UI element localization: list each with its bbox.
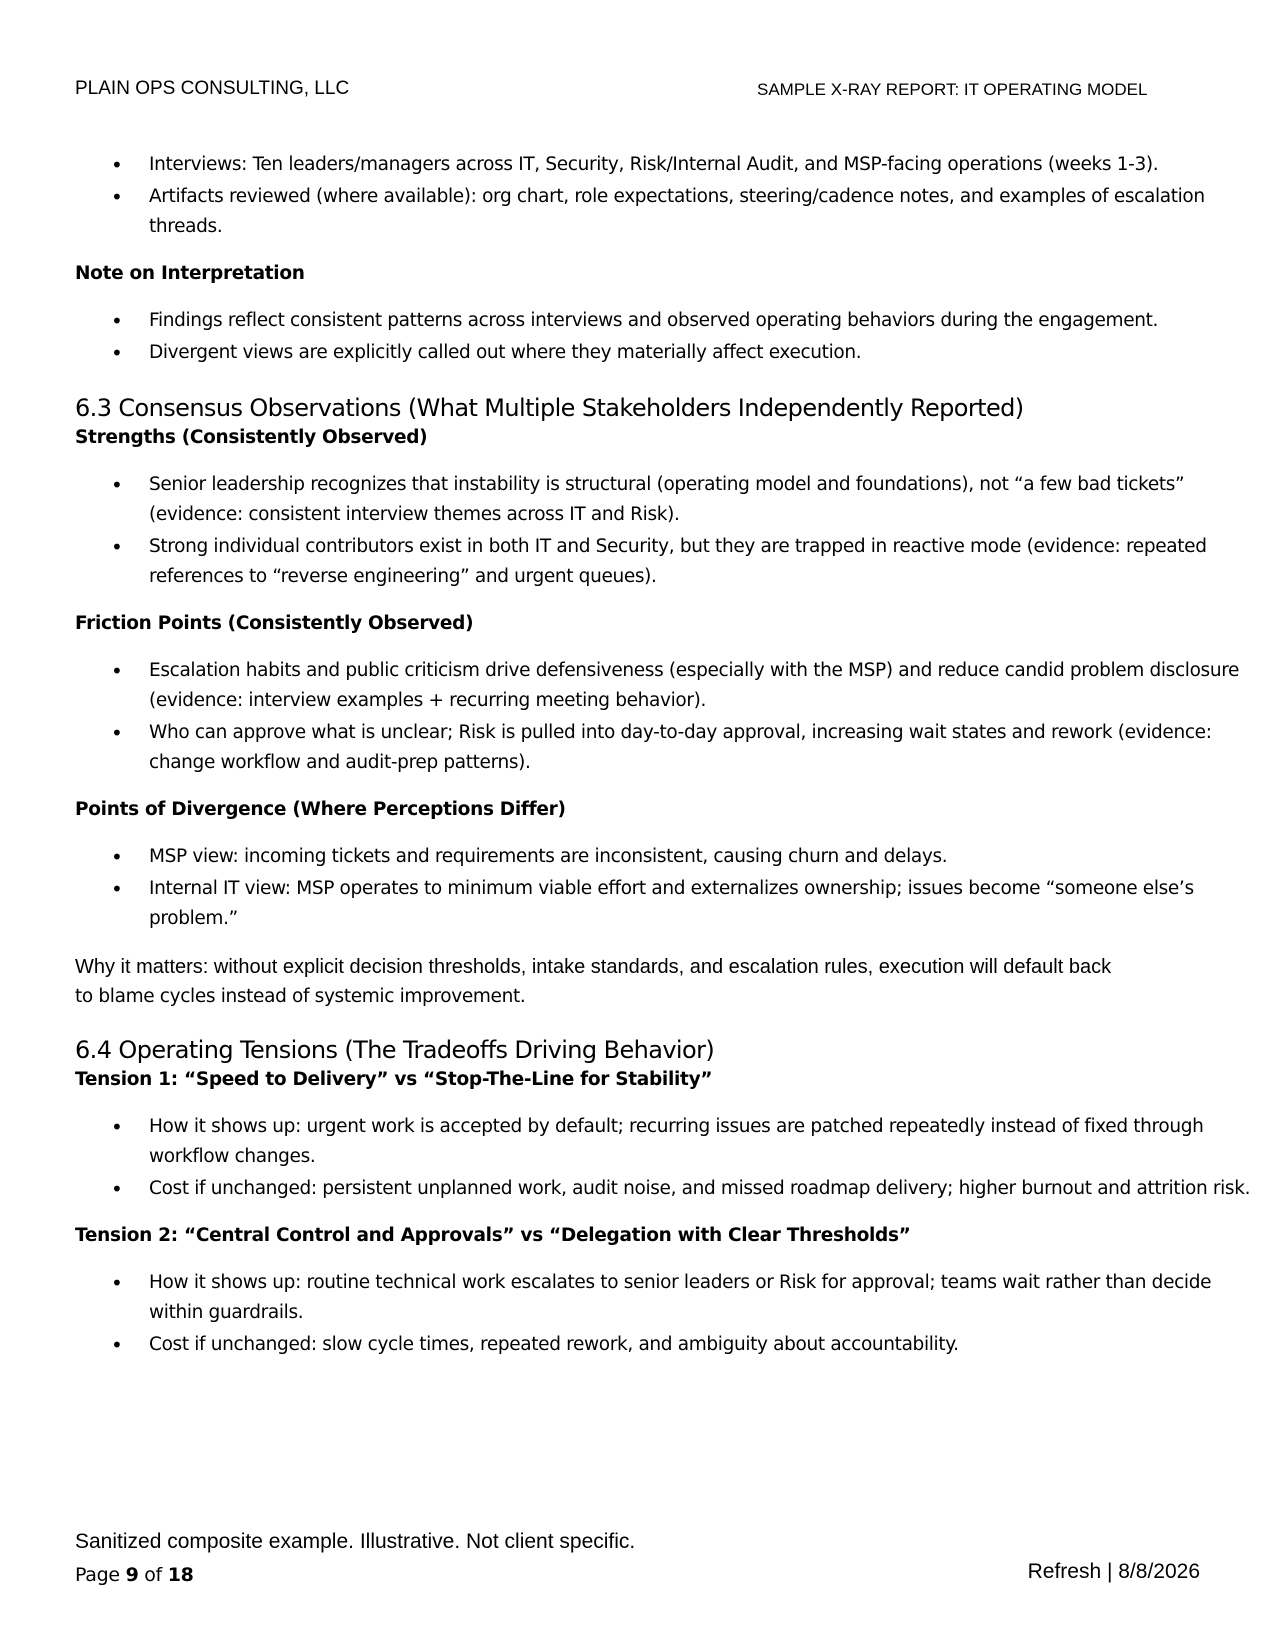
header-report-title: SAMPLE X-RAY REPORT: IT OPERATING MODEL	[757, 80, 1148, 99]
tension-1-bullet-list	[75, 1112, 1255, 1204]
list-item: • Escalation habits and public criticism drive defensiveness (especially with the MSP) and reduce candid problem disclosure (evidence: interview examples + recurring meeting behavior).	[75, 656, 1255, 716]
list-item: • How it shows up: routine technical work escalates to senior leaders or Risk for approval; teams wait rather than decide within guardrails.	[75, 1268, 1255, 1328]
list-item: • Who can approve what is unclear; Risk is pulled into day-to-day approval, increasing wait states and rework (evidence: change workflow and audit-prep patterns).	[75, 718, 1255, 778]
intro-bullet-list	[75, 150, 1255, 242]
section-6-4-title: 6.4 Operating Tensions (The Tradeoffs Driving Behavior)	[75, 1036, 715, 1064]
footer-disclaimer: Sanitized composite example. Illustrative. Not client specific.	[75, 1530, 636, 1553]
list-item: • Divergent views are explicitly called out where they materially affect execution.	[75, 338, 1255, 368]
list-item: • Artifacts reviewed (where available): org chart, role expectations, steering/cadence notes, and examples of escalation threads.	[75, 182, 1255, 242]
tension-1-heading: Tension 1: “Speed to Delivery” vs “Stop-The-Line for Stability”	[75, 1069, 713, 1090]
divergence-bullet-list	[75, 842, 1255, 934]
tension-2-bullet-list	[75, 1268, 1255, 1360]
header-company: PLAIN OPS CONSULTING, LLC	[75, 78, 350, 99]
page-content	[75, 150, 1255, 1362]
strengths-heading: Strengths (Consistently Observed)	[75, 427, 428, 448]
why-it-matters-line-1: Why it matters: without explicit decision thresholds, intake standards, and escalation rules, execution will default back	[75, 956, 1112, 978]
strengths-bullet-list	[75, 470, 1255, 592]
list-item: • Cost if unchanged: slow cycle times, repeated rework, and ambiguity about accountability.	[75, 1330, 1255, 1360]
refresh-date: Refresh | 8/8/2026	[1027, 1560, 1200, 1583]
note-heading: Note on Interpretation	[75, 263, 305, 284]
friction-bullet-list	[75, 656, 1255, 778]
list-item: • Interviews: Ten leaders/managers across IT, Security, Risk/Internal Audit, and MSP-facing operations (weeks 1-3).	[75, 150, 1255, 180]
current-page: 9	[125, 1564, 139, 1586]
friction-heading: Friction Points (Consistently Observed)	[75, 613, 474, 634]
page-number	[75, 1564, 194, 1586]
list-item: • MSP view: incoming tickets and requirements are inconsistent, causing churn and delays.	[75, 842, 1255, 872]
page-label: Page	[75, 1564, 120, 1586]
section-6-3-title: 6.3 Consensus Observations (What Multiple Stakeholders Independently Reported)	[75, 394, 1024, 422]
total-pages: 18	[167, 1564, 194, 1586]
list-item: • Cost if unchanged: persistent unplanned work, audit noise, and missed roadmap delivery; higher burnout and attrition risk.	[75, 1174, 1255, 1204]
why-it-matters-line-2: to blame cycles instead of systemic improvement.	[75, 986, 526, 1007]
list-item: • Internal IT view: MSP operates to minimum viable effort and externalizes ownership; issues become “someone else’s problem.”	[75, 874, 1255, 934]
list-item: • Senior leadership recognizes that instability is structural (operating model and foundations), not “a few bad tickets” (evidence: consistent interview themes across IT and Risk).	[75, 470, 1255, 530]
list-item: • Findings reflect consistent patterns across interviews and observed operating behaviors during the engagement.	[75, 306, 1255, 336]
tension-2-heading: Tension 2: “Central Control and Approvals” vs “Delegation with Clear Thresholds”	[75, 1225, 911, 1246]
page-of-label: of	[144, 1564, 162, 1586]
list-item: • Strong individual contributors exist in both IT and Security, but they are trapped in reactive mode (evidence: repeated references to “reverse engineering” and urgent queues).	[75, 532, 1255, 592]
why-it-matters-paragraph	[75, 952, 1255, 1012]
divergence-heading: Points of Divergence (Where Perceptions Differ)	[75, 799, 566, 820]
list-item: • How it shows up: urgent work is accepted by default; recurring issues are patched repeatedly instead of fixed through workflow changes.	[75, 1112, 1255, 1172]
note-bullet-list	[75, 306, 1255, 368]
